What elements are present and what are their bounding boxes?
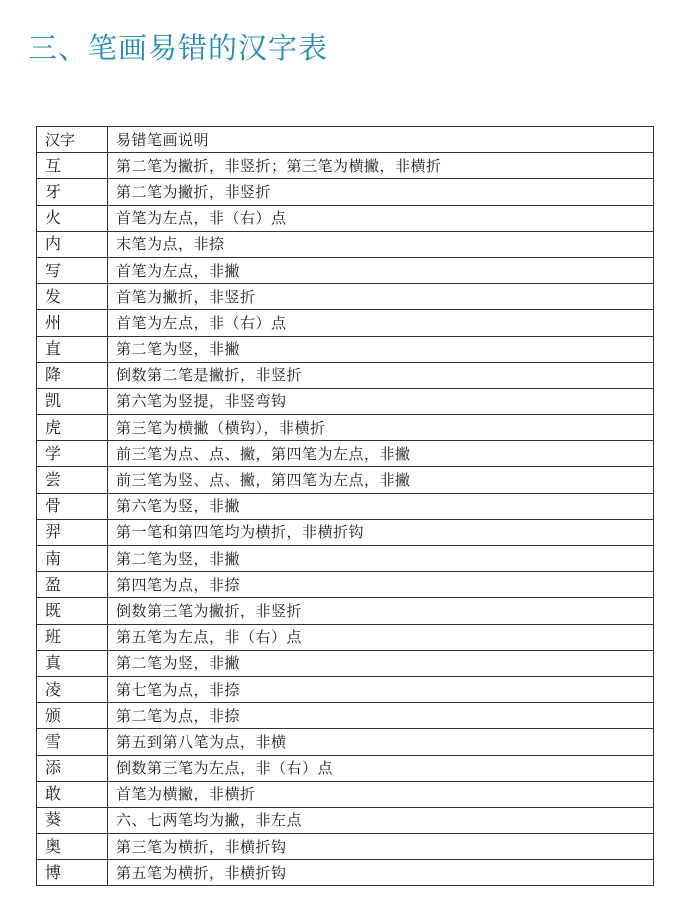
- table-row: [37, 650, 654, 676]
- table-row: [37, 729, 654, 755]
- character-cell: 互: [37, 153, 108, 179]
- character-cell: 凯: [37, 388, 108, 414]
- table-row: [37, 493, 654, 519]
- stroke-note-cell: 第五笔为左点，非（右）点: [108, 624, 654, 650]
- stroke-note-cell: 倒数第三笔为撇折，非竖折: [108, 598, 654, 624]
- table-row: [37, 807, 654, 833]
- character-cell: 既: [37, 598, 108, 624]
- stroke-note-cell: 首笔为左点，非（右）点: [108, 205, 654, 231]
- stroke-note-cell: 第五到第八笔为点，非横: [108, 729, 654, 755]
- table-row: [37, 257, 654, 283]
- stroke-note-cell: 第三笔为横撇（横钩），非横折: [108, 415, 654, 441]
- stroke-note-cell: 第一笔和第四笔均为横折，非横折钩: [108, 519, 654, 545]
- character-cell: 骨: [37, 493, 108, 519]
- stroke-note-cell: 第二笔为竖，非撇: [108, 546, 654, 572]
- character-cell: 盈: [37, 572, 108, 598]
- stroke-note-cell: 第二笔为竖，非撇: [108, 650, 654, 676]
- character-cell: 奥: [37, 834, 108, 860]
- table-row: [37, 860, 654, 886]
- table-row: [37, 834, 654, 860]
- character-cell: 敢: [37, 781, 108, 807]
- character-cell: 火: [37, 205, 108, 231]
- stroke-note-cell: 前三笔为竖、点、撇，第四笔为左点，非撇: [108, 467, 654, 493]
- table-row: [37, 755, 654, 781]
- character-cell: 州: [37, 310, 108, 336]
- stroke-note-cell: 第三笔为横折，非横折钩: [108, 834, 654, 860]
- table-row: [37, 519, 654, 545]
- table-row: [37, 153, 654, 179]
- stroke-note-cell: 第六笔为竖，非撇: [108, 493, 654, 519]
- character-cell: 降: [37, 362, 108, 388]
- character-cell: 雪: [37, 729, 108, 755]
- character-cell: 羿: [37, 519, 108, 545]
- stroke-error-table: [36, 126, 654, 886]
- stroke-error-table-container: [36, 126, 654, 886]
- stroke-note-cell: 第六笔为竖提，非竖弯钩: [108, 388, 654, 414]
- table-row: [37, 441, 654, 467]
- character-cell: 葵: [37, 807, 108, 833]
- stroke-note-cell: 第二笔为点，非捺: [108, 703, 654, 729]
- table-body: [37, 153, 654, 886]
- header-character: 汉字: [37, 127, 108, 153]
- stroke-note-cell: 首笔为左点，非撇: [108, 257, 654, 283]
- table-row: [37, 231, 654, 257]
- table-row: [37, 676, 654, 702]
- character-cell: 学: [37, 441, 108, 467]
- table-row: [37, 205, 654, 231]
- character-cell: 班: [37, 624, 108, 650]
- character-cell: 颁: [37, 703, 108, 729]
- table-row: [37, 598, 654, 624]
- stroke-note-cell: 第二笔为撇折，非竖折；第三笔为横撇，非横折: [108, 153, 654, 179]
- character-cell: 南: [37, 546, 108, 572]
- table-row: [37, 467, 654, 493]
- stroke-note-cell: 第七笔为点，非捺: [108, 676, 654, 702]
- stroke-note-cell: 第五笔为横折，非横折钩: [108, 860, 654, 886]
- stroke-note-cell: 第四笔为点，非捺: [108, 572, 654, 598]
- table-row: [37, 310, 654, 336]
- table-row: [37, 781, 654, 807]
- character-cell: 直: [37, 336, 108, 362]
- character-cell: 虎: [37, 415, 108, 441]
- table-row: [37, 388, 654, 414]
- table-header-row: [37, 127, 654, 153]
- stroke-note-cell: 第二笔为撇折，非竖折: [108, 179, 654, 205]
- character-cell: 写: [37, 257, 108, 283]
- stroke-note-cell: 末笔为点，非捺: [108, 231, 654, 257]
- character-cell: 博: [37, 860, 108, 886]
- stroke-note-cell: 倒数第二笔是撇折，非竖折: [108, 362, 654, 388]
- stroke-note-cell: 首笔为横撇，非横折: [108, 781, 654, 807]
- table-row: [37, 415, 654, 441]
- character-cell: 牙: [37, 179, 108, 205]
- table-row: [37, 546, 654, 572]
- stroke-note-cell: 前三笔为点、点、撇，第四笔为左点，非撇: [108, 441, 654, 467]
- stroke-note-cell: 六、七两笔均为撇，非左点: [108, 807, 654, 833]
- table-row: [37, 624, 654, 650]
- table-row: [37, 362, 654, 388]
- stroke-note-cell: 首笔为撇折，非竖折: [108, 284, 654, 310]
- page-title: 三、笔画易错的汉字表: [28, 31, 329, 65]
- character-cell: 发: [37, 284, 108, 310]
- table-row: [37, 703, 654, 729]
- header-stroke-note: 易错笔画说明: [108, 127, 654, 153]
- stroke-note-cell: 倒数第三笔为左点，非（右）点: [108, 755, 654, 781]
- character-cell: 添: [37, 755, 108, 781]
- table-row: [37, 284, 654, 310]
- stroke-note-cell: 第二笔为竖，非撇: [108, 336, 654, 362]
- character-cell: 凌: [37, 676, 108, 702]
- character-cell: 真: [37, 650, 108, 676]
- character-cell: 内: [37, 231, 108, 257]
- table-row: [37, 336, 654, 362]
- character-cell: 尝: [37, 467, 108, 493]
- table-row: [37, 179, 654, 205]
- table-row: [37, 572, 654, 598]
- stroke-note-cell: 首笔为左点，非（右）点: [108, 310, 654, 336]
